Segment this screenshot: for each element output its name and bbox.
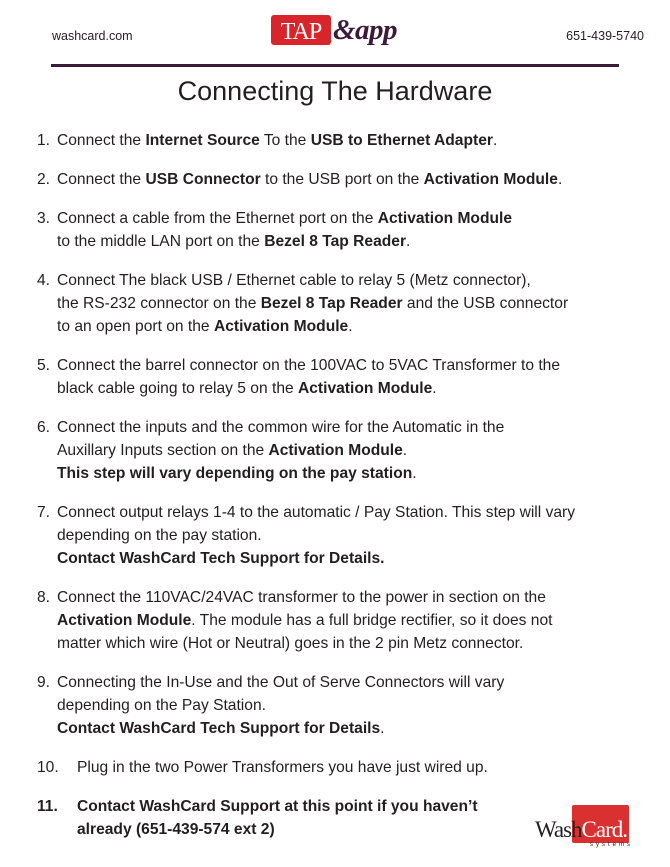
step-emphasis: Activation Module (268, 442, 403, 459)
step-emphasis: USB to Ethernet Adapter (310, 132, 493, 149)
step-text: . (432, 380, 437, 397)
step-text: and the USB connector (402, 295, 569, 312)
step-text: Connect the barrel connector on the 100VAC to 5VAC Transformer to the (57, 357, 561, 374)
step-number: 6. (37, 419, 51, 436)
step-text: . (557, 171, 563, 188)
step-emphasis: Activation Module (57, 612, 192, 629)
step-emphasis: Contact WashCard Tech Support for Details (57, 720, 381, 737)
step-item (37, 168, 647, 191)
step-item (37, 354, 647, 400)
step-emphasis: Bezel 8 Tap Reader (264, 233, 407, 250)
steps-list (37, 129, 647, 857)
step-number: 10. (37, 759, 59, 776)
step-text: Connect the (57, 171, 146, 188)
step-text: Connect the inputs and the common wire for the Automatic in the (57, 419, 505, 436)
page-title: Connecting The Hardware (177, 76, 493, 106)
step-number: 9. (37, 674, 51, 691)
step-text: to the USB port on the (260, 171, 424, 188)
step-text: Connecting the In-Use and the Out of Serve Connectors will vary (57, 674, 505, 691)
page-header (0, 0, 670, 66)
step-text: . (402, 442, 408, 459)
step-number: 1. (37, 132, 51, 149)
step-emphasis: USB Connector (145, 171, 261, 188)
step-text: to an open port on the (57, 318, 214, 335)
website-link[interactable]: washcard.com (52, 29, 133, 43)
step-emphasis: Contact WashCard Tech Support for Details. (57, 550, 385, 567)
phone-number: 651-439-5740 (566, 29, 644, 43)
step-number: 5. (37, 357, 51, 374)
step-emphasis: Bezel 8 Tap Reader (260, 295, 403, 312)
step-number: 8. (37, 589, 51, 606)
step-number: 2. (37, 171, 51, 188)
step-item (37, 129, 647, 152)
step-number: 3. (37, 210, 51, 227)
step-emphasis: Activation Module (298, 380, 433, 397)
step-text: Connect the 110VAC/24VAC transformer to the power in section on the (57, 589, 546, 606)
step-item (37, 671, 647, 740)
step-number: 7. (37, 504, 51, 521)
step-text: . The module has a full bridge rectifier, so it does not (191, 612, 553, 629)
step-text: . (380, 720, 385, 737)
step-text: depending on the pay station. (57, 527, 262, 544)
step-text: Connect The black USB / Ethernet cable to relay 5 (Metz connector), (57, 272, 531, 289)
step-item (37, 207, 647, 253)
step-number: 4. (37, 272, 51, 289)
header-divider (51, 64, 619, 67)
step-text: Plug in the two Power Transformers you have just wired up. (77, 759, 488, 776)
step-text: matter which wire (Hot or Neutral) goes in the 2 pin Metz connector. (57, 635, 524, 652)
step-item (37, 501, 647, 570)
logo-systems: systems (590, 842, 634, 848)
step-text: Connect the (57, 132, 146, 149)
step-text: to the middle LAN port on the (57, 233, 265, 250)
step-text: . (412, 465, 417, 482)
step-text: . (348, 318, 353, 335)
step-text: Auxillary Inputs section on the (57, 442, 269, 459)
logo-app: &app (333, 14, 398, 46)
logo-wordmark: WashCard. (535, 817, 627, 842)
step-text: Connect output relays 1-4 to the automatic / Pay Station. This step will vary (57, 504, 576, 521)
step-item (37, 756, 647, 779)
step-emphasis: Internet Source (145, 132, 260, 149)
washcard-systems-logo (535, 805, 635, 850)
step-emphasis: Contact WashCard Support at this point if you haven’t (77, 798, 478, 815)
step-text: the RS-232 connector on the (57, 295, 261, 312)
step-emphasis: already (651-439-574 ext 2) (77, 821, 275, 838)
step-text: . (406, 233, 411, 250)
step-item (37, 416, 647, 485)
step-emphasis: Activation Module (423, 171, 558, 188)
step-text: To the (259, 132, 311, 149)
step-text: Connect a cable from the Ethernet port on the (57, 210, 378, 227)
step-text: depending on the Pay Station. (57, 697, 266, 714)
step-emphasis: Activation Module (213, 318, 349, 335)
logo-tap: TAP (271, 15, 331, 45)
step-emphasis: This step will vary depending on the pay station (57, 465, 413, 482)
step-item (37, 269, 647, 338)
step-emphasis: Activation Module (377, 210, 513, 227)
step-text: . (492, 132, 498, 149)
step-number: 11. (37, 798, 58, 815)
step-item (37, 586, 647, 655)
step-text: black cable going to relay 5 on the (57, 380, 298, 397)
